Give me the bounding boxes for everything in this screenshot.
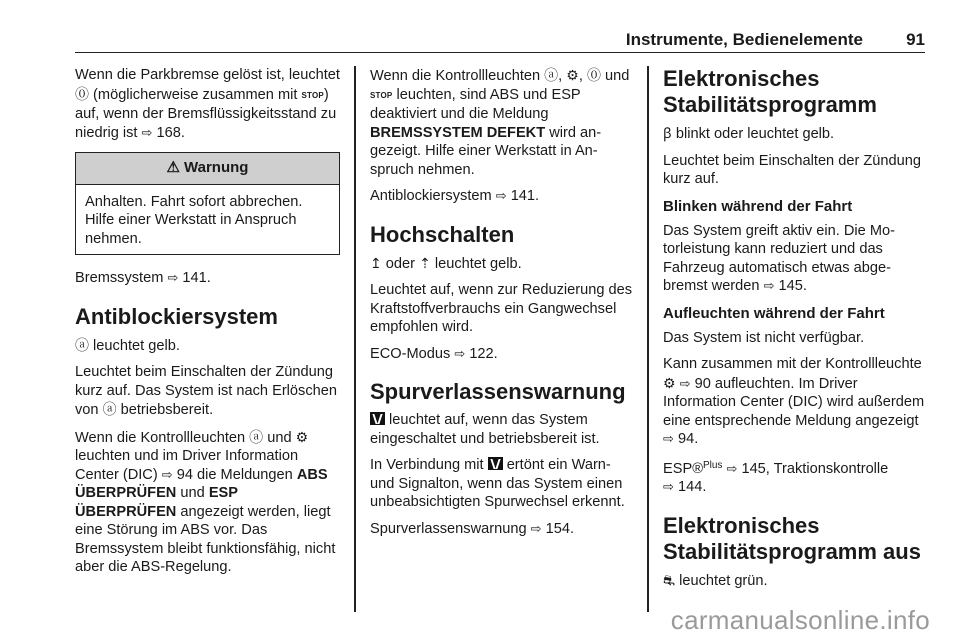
paragraph-esp-plus-ref: ESP®$^{Plus}$ ⇨ 145, Traktionskontrolle ⇨ 144. [663, 459, 889, 495]
paragraph-esp-off-green: ⛐ leuchtet grün. [663, 571, 768, 589]
warning-header [76, 153, 339, 185]
abs-icon: ⓐ [102, 401, 117, 417]
message-esp-check: ESP ÜBERPRÜFEN [75, 485, 238, 520]
paragraph-esp-with-service: Kann zusammen mit der Kontrollleuchte ⚙ ⇨ 90 aufleuchten. Im Driver Information Center (DIC) wird außerdem eine entsprechende Meldung angezeigt ⇨ 94. [663, 356, 925, 447]
message-brake-system-fault: BREMSSYSTEM DEFEKT [370, 124, 546, 141]
heading-upshift: Hochschalten [370, 221, 515, 247]
page-ref-arrow-icon: ⇨ [141, 124, 153, 140]
column-divider-1 [354, 66, 356, 612]
column-1 [75, 66, 340, 585]
column-2 [370, 66, 635, 546]
paragraph-esp-active: Das System greift aktiv ein. Die Motorleistung kann reduziert und das Fahrzeug automatisch etwas abgebremst werden ⇨ 145. [663, 222, 895, 294]
paragraph-brake-fluid: Wenn die Parkbremse gelöst ist, leuchtet ⓪ (möglicherweise zusammen mit STOP) auf, wenn der Bremsflüssigkeitsstand zu niedrig ist ⇨ 168. [75, 67, 340, 141]
service-vehicle-icon: ⚙ [663, 374, 676, 391]
page-ref[interactable]: 141. [510, 188, 540, 204]
heading-abs: Antiblockiersystem [75, 303, 278, 329]
heading-esp-off: Elektronisches Stabilitätsprogramm aus [663, 512, 921, 564]
abs-icon: ⓐ [75, 336, 89, 353]
paragraph-abs-yellow: ⓐ leuchtet gelb. [75, 336, 180, 354]
page-ref-arrow-icon: ⇨ [161, 466, 173, 482]
brake-warning-icon: ⓪ [586, 67, 601, 83]
column-divider-2 [647, 66, 649, 612]
heading-esp: Elektronisches Stabilitätsprogramm [663, 66, 877, 117]
lane-departure-icon [370, 412, 385, 425]
brake-warning-icon: ⓪ [75, 85, 89, 102]
page-ref-arrow-icon: ⇨ [663, 479, 674, 494]
stop-icon: STOP [301, 90, 324, 100]
abs-icon: ⓐ [249, 428, 264, 445]
paragraph-abs-ignition: Leuchtet beim Einschalten der Zündung kurz auf. Das System ist nach Erlöschen von ⓐ betriebsbereit. [75, 364, 337, 418]
paragraph-eco-ref: ECO-Modus ⇨ 122. [370, 345, 498, 362]
warning-text: Anhalten. Fahrt sofort abbrechen. Hilfe einer Werkstatt in Anspruch nehmen. [85, 193, 303, 247]
watermark: carmanualsonline.info [670, 605, 930, 635]
paragraph-upshift-desc: Leuchtet auf, wenn zur Reduzierung des Kraftstoffverbrauchs ein Gangwechsel empfohlen wird. [370, 282, 633, 335]
abs-icon: ⓐ [544, 67, 559, 83]
page-number: 91 [906, 30, 925, 49]
page-ref[interactable]: 94. [677, 431, 699, 447]
page-ref[interactable]: 154. [545, 520, 574, 537]
lane-departure-icon [488, 457, 503, 470]
column-3 [663, 66, 928, 598]
paragraph-abs-esp-off: Wenn die Kontrollleuchten ⓐ, ⚙, ⓪ und STOP leuchten, sind ABS und ESP deaktiviert und die Meldung BREMSSYSTEM DEFEKT wird angezeigt. Hilfe einer Werkstatt in Anspruch nehmen. [370, 67, 630, 178]
paragraph-lane-warning: In Verbindung mit ertönt ein Warn- und Signalton, wenn das System einen unbeabsichtigten Spurwechsel erkennt. [370, 457, 625, 510]
paragraph-brake-system-ref: Bremssystem ⇨ 141. [75, 270, 211, 286]
esp-icon: ꞵ [663, 125, 672, 141]
heading-blinking: Blinken während der Fahrt [663, 197, 853, 215]
page-ref-arrow-icon: ⇨ [663, 431, 674, 446]
page-ref[interactable]: 141. [182, 270, 211, 286]
page-ref-arrow-icon: ⇨ [167, 270, 179, 285]
service-vehicle-icon: ⚙ [566, 67, 579, 83]
page-ref-arrow-icon: ⇨ [679, 375, 691, 391]
paragraph-upshift-yellow: ↥ oder ⇡ leuchtet gelb. [370, 254, 522, 272]
page-ref-arrow-icon: ⇨ [454, 345, 466, 361]
warning-box [75, 152, 340, 255]
shift-up-alt-icon: ⇡ [419, 254, 431, 271]
warning-title: Warnung [184, 159, 249, 176]
page-ref-arrow-icon: ⇨ [530, 520, 542, 536]
shift-up-icon: ↥ [370, 254, 382, 271]
service-vehicle-icon: ⚙ [295, 428, 309, 445]
heading-lane-departure: Spurverlassenswarnung [370, 379, 626, 404]
page-ref[interactable]: 145. [778, 278, 807, 294]
page-ref-arrow-icon: ⇨ [726, 460, 738, 476]
paragraph-lane-on: leuchtet auf, wenn das System eingeschaltet und betriebsbereit ist. [370, 412, 600, 447]
page-ref[interactable]: 122. [469, 345, 498, 362]
page-ref[interactable]: 168. [156, 124, 185, 141]
paragraph-lane-ref: Spurverlassenswarnung ⇨ 154. [370, 520, 574, 537]
paragraph-abs-fault: Wenn die Kontrollleuchten ⓐ und ⚙ leuchten und im Driver Information Center (DIC) ⇨ 94 die Meldungen ABS ÜBERPRÜFEN und ESP ÜBERPRÜFEN angezeigt werden, liegt eine Störung im ABS vor. Das Bremssystem bleibt funktionsfähig, nicht aber die ABS-Regelung. [75, 428, 336, 575]
paragraph-esp-ignition: Leuchtet beim Einschalten der Zündung kurz auf. [663, 152, 921, 187]
page-ref-arrow-icon: ⇨ [495, 188, 507, 203]
heading-lit-while-driving: Aufleuchten während der Fahrt [663, 304, 885, 322]
paragraph-esp-unavailable: Das System ist nicht verfügbar. [663, 329, 865, 346]
page-ref[interactable]: 144. [677, 479, 707, 495]
message-abs-check: ABS ÜBERPRÜFEN [75, 466, 328, 501]
esp-off-icon: ⛐ [663, 571, 676, 588]
warning-triangle-icon: ⚠ [166, 159, 180, 176]
paragraph-abs-ref: Antiblockiersystem ⇨ 141. [370, 188, 540, 204]
page-header [75, 30, 925, 53]
stop-icon: STOP [370, 90, 393, 100]
page-title: Instrumente, Bedienelemente [625, 30, 863, 49]
paragraph-esp-yellow: ꞵ blinkt oder leuchtet gelb. [663, 125, 835, 142]
page-ref-arrow-icon: ⇨ [763, 278, 775, 293]
